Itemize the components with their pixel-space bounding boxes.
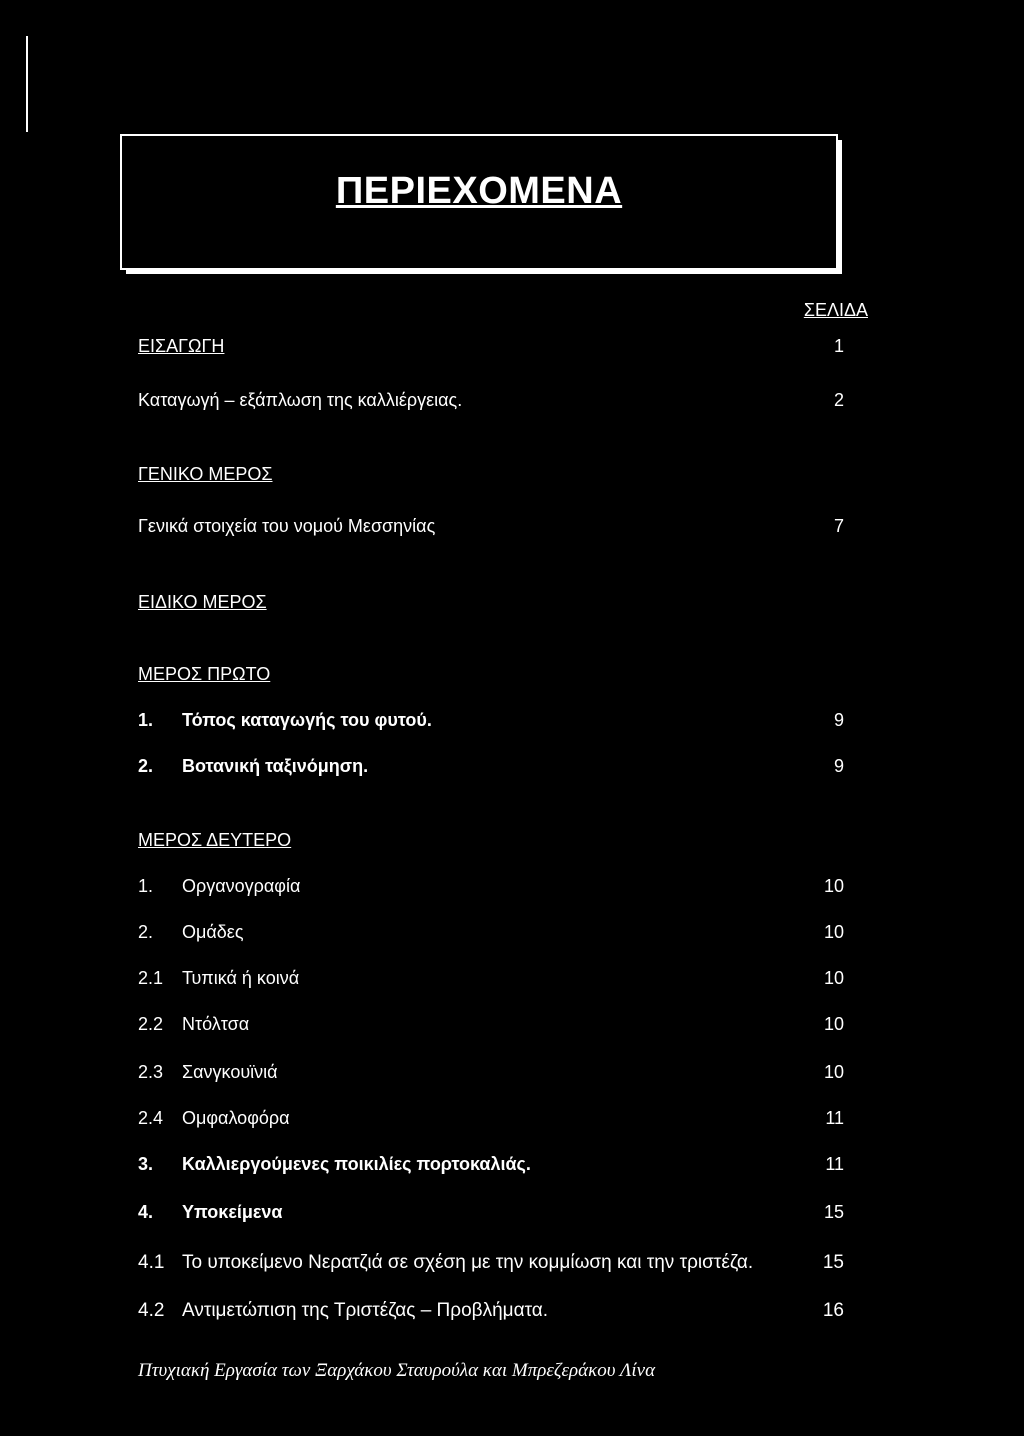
toc-entry bbox=[138, 1252, 844, 1282]
toc-page-number: 11 bbox=[825, 1154, 844, 1174]
toc-page-number: 10 bbox=[823, 1014, 844, 1034]
toc-entry bbox=[138, 1154, 844, 1184]
toc-page-number: 2 bbox=[833, 390, 844, 410]
toc-entry-text: Τυπικά ή κοινά bbox=[182, 968, 300, 988]
toc-page-number: 10 bbox=[823, 968, 844, 988]
title-box-shadow-right bbox=[838, 140, 842, 274]
toc-page-number: 15 bbox=[822, 1252, 844, 1273]
toc-entry-text: Καταγωγή – εξάπλωση της καλλιέργειας. bbox=[138, 390, 463, 410]
toc-heading-special-row bbox=[138, 592, 844, 622]
toc-entry-general-info bbox=[138, 516, 844, 546]
scan-edge-line bbox=[26, 36, 28, 132]
page-footer: Πτυχιακή Εργασία των Ξαρχάκου Σταυρούλα και Μπρεζεράκου Λίνα bbox=[138, 1360, 656, 1381]
toc-entry-intro bbox=[138, 336, 844, 366]
toc-entry-text: Ντόλτσα bbox=[182, 1014, 250, 1034]
toc-entry-text: Βοτανική ταξινόμηση. bbox=[182, 756, 369, 776]
toc-entry-text: Οργανογραφία bbox=[182, 876, 301, 896]
toc-entry bbox=[138, 968, 844, 998]
toc-entry bbox=[138, 1062, 844, 1092]
toc-entry bbox=[138, 756, 844, 786]
toc-page-number: 15 bbox=[823, 1202, 844, 1222]
toc-entry-text: Αντιμετώπιση της Τριστέζας – Προβλήματα. bbox=[182, 1300, 549, 1321]
toc-entry-number: 2.2 bbox=[138, 1014, 164, 1034]
toc-entry-text: Υποκείμενα bbox=[182, 1202, 283, 1222]
page-title: ΠΕΡΙΕΧΟΜΕΝΑ bbox=[335, 170, 623, 212]
toc-entry-number: 2.3 bbox=[138, 1062, 164, 1082]
toc-page-number: 11 bbox=[825, 1108, 844, 1128]
toc-entry-number: 4. bbox=[138, 1202, 154, 1222]
toc-page-number: 16 bbox=[822, 1300, 844, 1321]
toc-heading-part2-row bbox=[138, 830, 844, 860]
toc-page-number: 7 bbox=[833, 516, 844, 536]
toc-entry-text: Τόπος καταγωγής του φυτού. bbox=[182, 710, 432, 730]
toc-entry-number: 2. bbox=[138, 922, 154, 942]
toc-entry-text: Γενικά στοιχεία του νομού Μεσσηνίας bbox=[138, 516, 436, 536]
page-column-label: ΣΕΛΙΔΑ bbox=[803, 300, 868, 320]
toc-entry bbox=[138, 922, 844, 952]
toc-entry-text: Καλλιεργούμενες ποικιλίες πορτοκαλιάς. bbox=[182, 1154, 531, 1174]
toc-heading-general: ΓΕΝΙΚΟ ΜΕΡΟΣ bbox=[138, 464, 273, 484]
toc-page-number: 10 bbox=[823, 922, 844, 942]
toc-heading-part2: ΜΕΡΟΣ ΔΕΥΤΕΡΟ bbox=[138, 830, 292, 850]
toc-entry bbox=[138, 1300, 844, 1330]
toc-heading-special: ΕΙΔΙΚΟ ΜΕΡΟΣ bbox=[138, 592, 267, 612]
toc-entry-text: Σανγκουϊνιά bbox=[182, 1062, 278, 1082]
toc-heading-part1-row bbox=[138, 664, 844, 694]
toc-entry bbox=[138, 876, 844, 906]
toc-entry-number: 2.1 bbox=[138, 968, 164, 988]
toc-entry-number: 3. bbox=[138, 1154, 154, 1174]
toc-heading-part1: ΜΕΡΟΣ ΠΡΩΤΟ bbox=[138, 664, 271, 684]
title-box-shadow-bottom bbox=[126, 270, 842, 274]
toc-heading-intro: ΕΙΣΑΓΩΓΗ bbox=[138, 336, 225, 356]
toc-entry bbox=[138, 1108, 844, 1138]
toc-page-number: 10 bbox=[823, 876, 844, 896]
toc-entry-origin bbox=[138, 390, 844, 420]
title-box bbox=[120, 134, 838, 270]
toc-entry-text: Ομφαλοφόρα bbox=[182, 1108, 290, 1128]
toc-entry-number: 4.2 bbox=[138, 1300, 165, 1321]
toc-entry bbox=[138, 1202, 844, 1232]
toc-page-number: 1 bbox=[833, 336, 844, 356]
toc-entry-text: Ομάδες bbox=[182, 922, 244, 942]
toc-entry-text: Το υποκείμενο Νερατζιά σε σχέση με την κομμίωση και την τριστέζα. bbox=[182, 1252, 754, 1273]
toc-entry bbox=[138, 710, 844, 740]
toc-entry-number: 1. bbox=[138, 710, 154, 730]
toc-entry bbox=[138, 1014, 844, 1044]
toc-page-number: 9 bbox=[833, 710, 844, 730]
toc-page-number: 9 bbox=[833, 756, 844, 776]
toc-entry-number: 1. bbox=[138, 876, 154, 896]
toc-page-number: 10 bbox=[823, 1062, 844, 1082]
toc-entry-number: 2. bbox=[138, 756, 154, 776]
toc-entry-number: 4.1 bbox=[138, 1252, 165, 1273]
toc-heading-general-row bbox=[138, 464, 844, 494]
toc-entry-number: 2.4 bbox=[138, 1108, 164, 1128]
